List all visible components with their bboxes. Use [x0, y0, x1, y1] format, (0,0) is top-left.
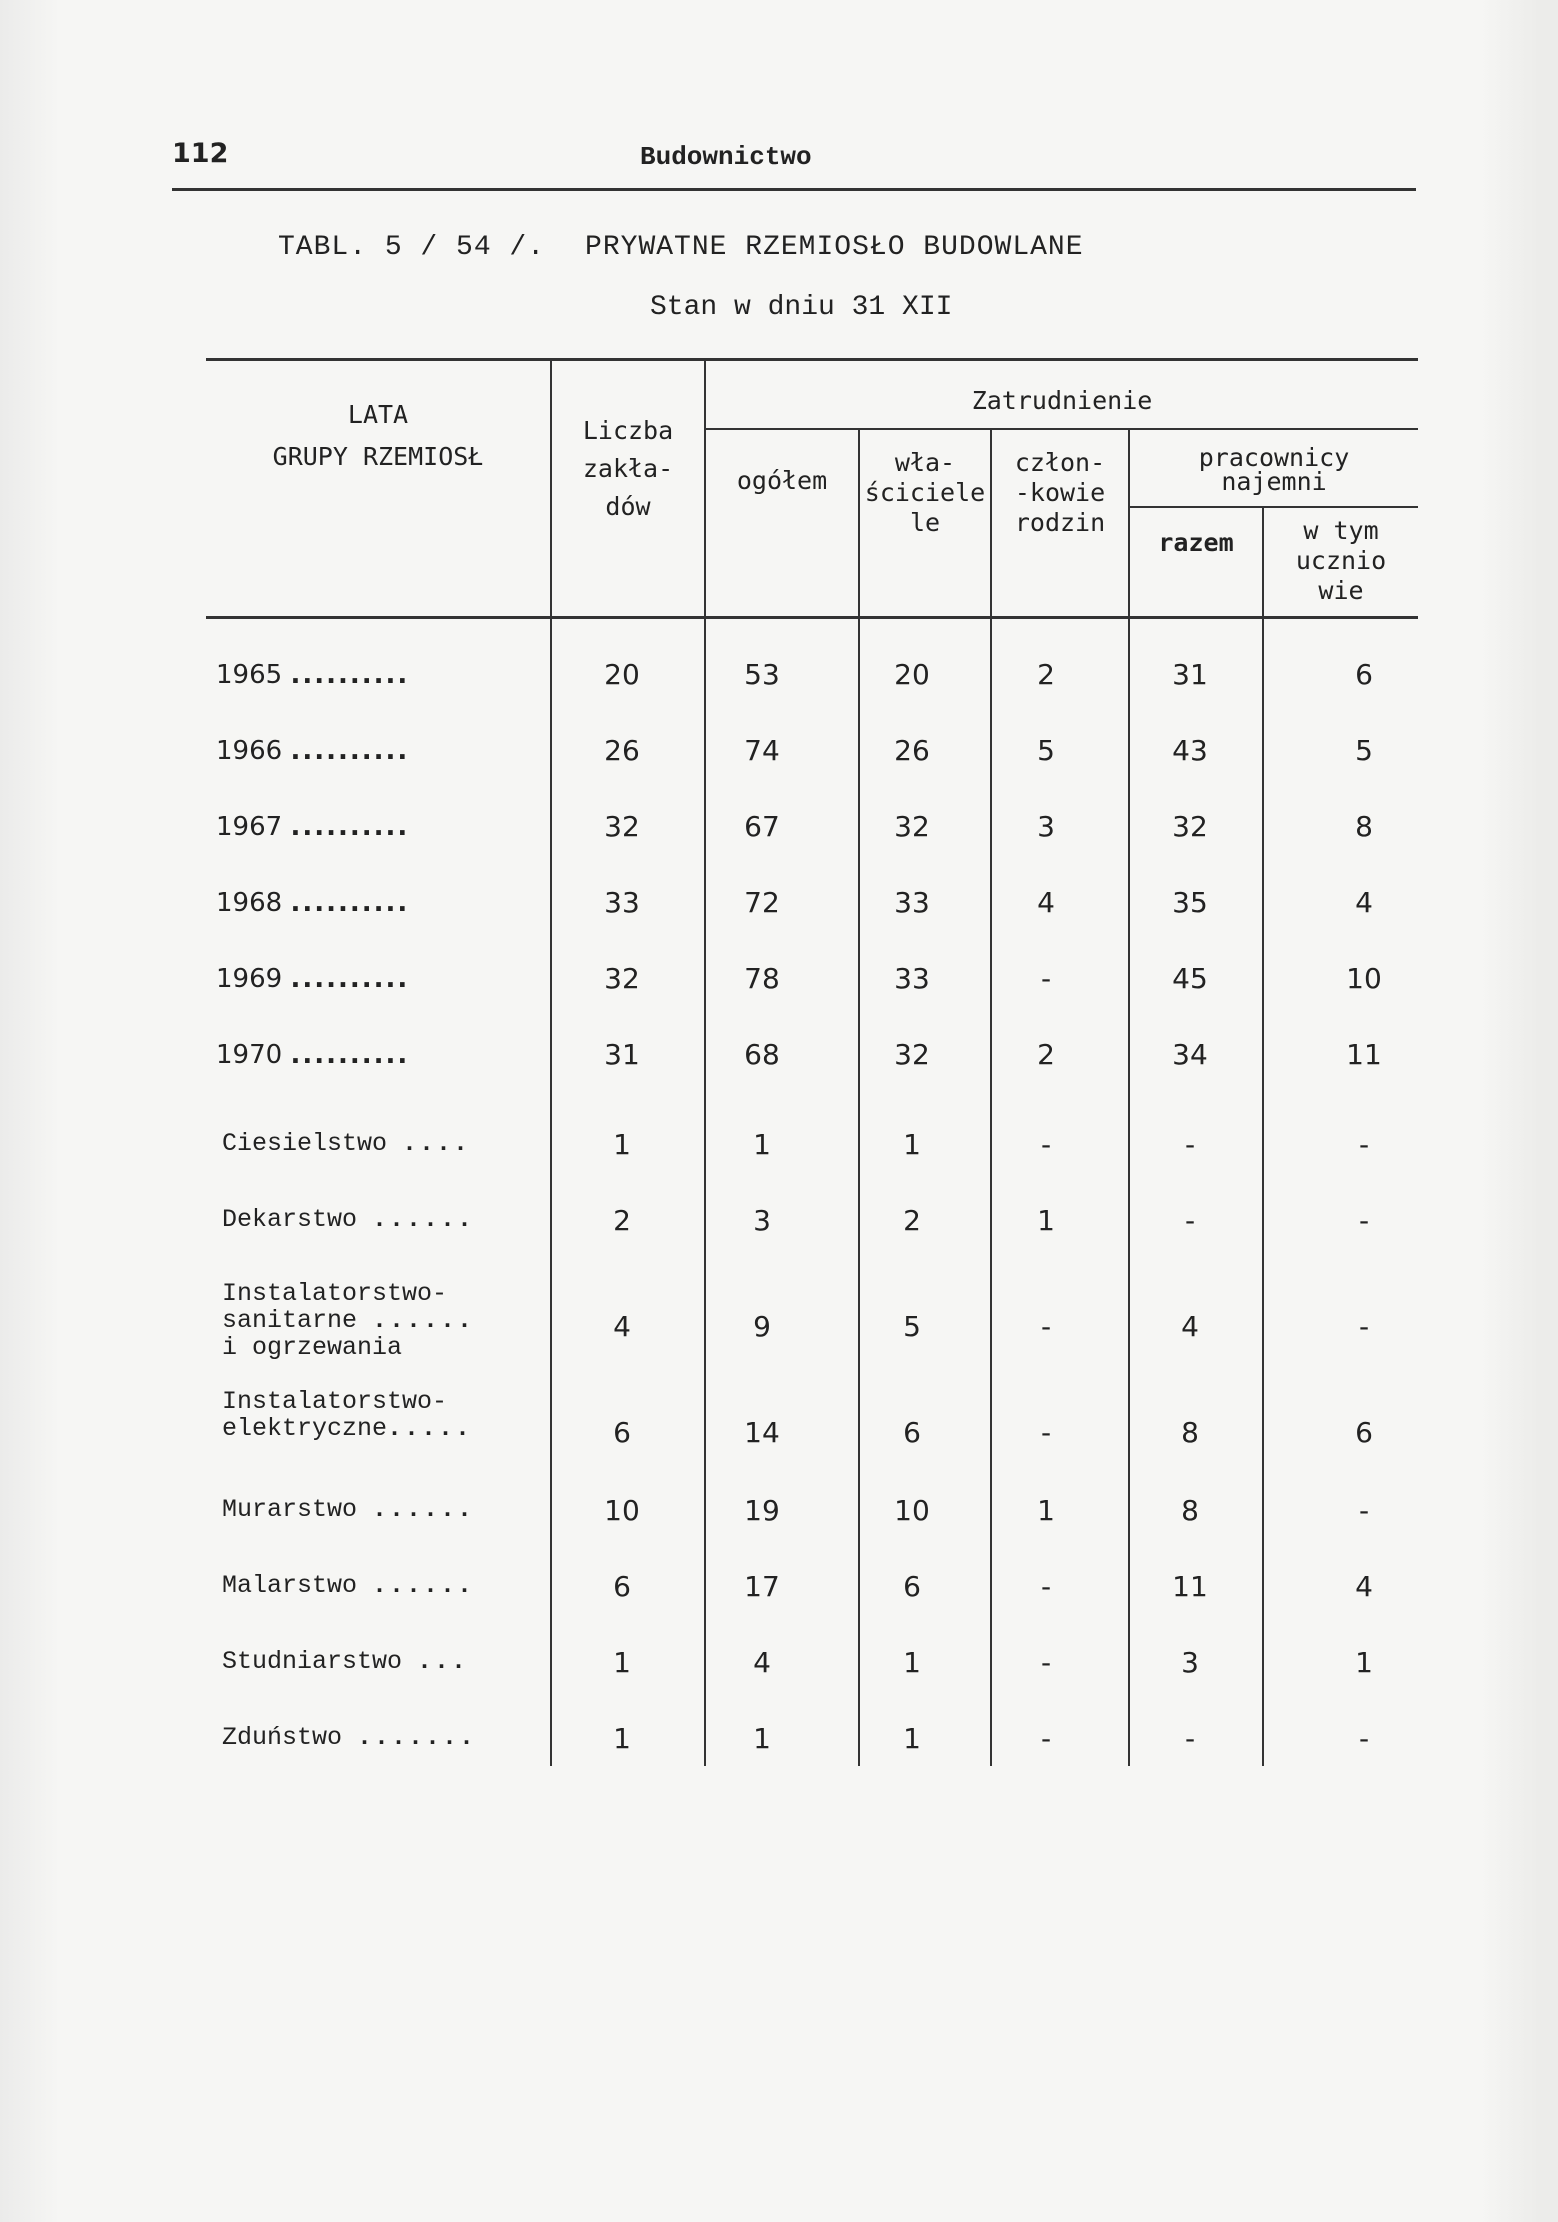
cell-wlasciciele: 32	[894, 1038, 930, 1071]
cell-ogolem: 4	[753, 1646, 771, 1679]
cell-razem: 11	[1172, 1570, 1208, 1603]
pracownicy-rule	[1130, 506, 1418, 508]
row-label-text: Instalatorstwo-	[222, 1387, 448, 1416]
cell-czlonkowie: -	[1040, 1310, 1052, 1343]
row-label-text: elektryczne	[222, 1414, 388, 1443]
cell-wlasciciele: 1	[903, 1646, 921, 1679]
cell-wlasciciele: 20	[894, 658, 930, 691]
leader-dots: ..........	[290, 660, 410, 690]
cell-wlasciciele: 2	[903, 1204, 921, 1237]
cell-ogolem: 1	[753, 1722, 771, 1755]
cell-wlasciciele: 1	[903, 1722, 921, 1755]
leader-dots: ..........	[290, 1040, 410, 1070]
liczba-zakladow-header	[552, 412, 704, 526]
w-tym-line3: wie	[1318, 576, 1364, 605]
cell-ogolem: 1	[753, 1128, 771, 1161]
column-divider	[1128, 428, 1130, 1766]
cell-ogolem: 67	[744, 810, 780, 843]
row-label	[222, 1572, 474, 1599]
czlonkowie-line1: człon-	[1014, 448, 1106, 477]
w-tym-line2: uczniо	[1295, 546, 1387, 575]
wlasciciele-line2: ściciele	[864, 478, 986, 507]
cell-czlonkowie: -	[1040, 962, 1052, 995]
cell-wlasciciele: 10	[894, 1494, 930, 1527]
liczba-line2: zakła-	[582, 454, 674, 483]
cell-razem: 45	[1172, 962, 1208, 995]
w-tym-uczniowie-header	[1264, 516, 1418, 606]
leader-dots: .....	[387, 1414, 473, 1443]
table-title	[278, 232, 1084, 263]
stub-header-line1: LATA	[347, 400, 409, 429]
row-label-text: Dekarstwo	[222, 1205, 358, 1234]
row-label-text: Studniarstwo	[222, 1647, 403, 1676]
cell-wlasciciele: 26	[894, 734, 930, 767]
wlasciciele-line1: wła-	[894, 448, 956, 477]
pracownicy-line1: pracownicy	[1198, 443, 1350, 472]
cell-uczniowie: -	[1358, 1310, 1370, 1343]
liczba-line3: dów	[605, 492, 651, 521]
wlasciciele-header	[860, 448, 990, 538]
cell-zaklady: 4	[613, 1310, 631, 1343]
wlasciciele-line3: le	[909, 508, 941, 537]
cell-czlonkowie: 2	[1037, 658, 1055, 691]
cell-razem: 8	[1181, 1494, 1199, 1527]
row-label-text: Ciesielstwo	[222, 1129, 388, 1158]
row-label	[222, 1130, 470, 1157]
cell-ogolem: 74	[744, 734, 780, 767]
cell-razem: 35	[1172, 886, 1208, 919]
column-divider	[550, 358, 552, 1766]
cell-wlasciciele: 5	[903, 1310, 921, 1343]
cell-wlasciciele: 6	[903, 1570, 921, 1603]
column-divider	[704, 358, 706, 1766]
leader-dots: ..........	[290, 812, 410, 842]
column-divider	[1262, 506, 1264, 1766]
row-label-text: 1969	[216, 964, 283, 994]
cell-razem: 43	[1172, 734, 1208, 767]
zatrudnienie-rule	[706, 428, 1418, 430]
table-subtitle: Stan w dniu 31 XII	[650, 292, 953, 323]
cell-czlonkowie: 2	[1037, 1038, 1055, 1071]
cell-wlasciciele: 6	[903, 1416, 921, 1449]
cell-uczniowie: 10	[1346, 962, 1382, 995]
cell-ogolem: 78	[744, 962, 780, 995]
cell-zaklady: 6	[613, 1570, 631, 1603]
leader-dots: ......	[372, 1205, 475, 1234]
leader-dots: ...	[417, 1647, 469, 1676]
cell-czlonkowie: -	[1040, 1128, 1052, 1161]
row-label-text: 1967	[216, 812, 283, 842]
pracownicy-najemni-header	[1130, 443, 1418, 496]
row-label-text: i ogrzewania	[222, 1333, 403, 1362]
stub-header	[206, 400, 550, 472]
row-label	[222, 1724, 476, 1751]
row-label	[216, 1040, 409, 1070]
cell-zaklady: 1	[613, 1646, 631, 1679]
cell-razem: 8	[1181, 1416, 1199, 1449]
czlonkowie-line2: -kowie	[1014, 478, 1106, 507]
row-label-text: Zduństwo	[222, 1723, 343, 1752]
cell-czlonkowie: -	[1040, 1416, 1052, 1449]
cell-czlonkowie: 1	[1037, 1494, 1055, 1527]
row-label	[216, 812, 409, 842]
cell-zaklady: 33	[604, 886, 640, 919]
cell-uczniowie: 4	[1355, 1570, 1373, 1603]
cell-zaklady: 26	[604, 734, 640, 767]
liczba-line1: Liczba	[582, 416, 674, 445]
pracownicy-line2: najemni	[1221, 467, 1327, 496]
cell-razem: -	[1184, 1128, 1196, 1161]
leader-dots: ..........	[290, 736, 410, 766]
header-rule	[172, 188, 1416, 191]
cell-uczniowie: 11	[1346, 1038, 1382, 1071]
leader-dots: ......	[372, 1495, 475, 1524]
leader-dots: .......	[357, 1723, 477, 1752]
cell-zaklady: 6	[613, 1416, 631, 1449]
cell-zaklady: 10	[604, 1494, 640, 1527]
cell-ogolem: 14	[744, 1416, 780, 1449]
cell-ogolem: 9	[753, 1310, 771, 1343]
stub-header-line2: GRUPY RZEMIOSŁ	[272, 442, 484, 471]
cell-zaklady: 20	[604, 658, 640, 691]
cell-uczniowie: 1	[1355, 1646, 1373, 1679]
row-label	[216, 736, 409, 766]
row-label	[216, 888, 409, 918]
cell-uczniowie: -	[1358, 1204, 1370, 1237]
cell-uczniowie: 5	[1355, 734, 1373, 767]
cell-zaklady: 31	[604, 1038, 640, 1071]
row-label-text: Instalatorstwo-	[222, 1279, 448, 1308]
cell-czlonkowie: 1	[1037, 1204, 1055, 1237]
cell-czlonkowie: -	[1040, 1570, 1052, 1603]
cell-uczniowie: -	[1358, 1722, 1370, 1755]
leader-dots: ....	[402, 1129, 471, 1158]
cell-ogolem: 19	[744, 1494, 780, 1527]
cell-zaklady: 1	[613, 1128, 631, 1161]
cell-wlasciciele: 33	[894, 886, 930, 919]
leader-dots: ..........	[290, 888, 410, 918]
row-label	[216, 964, 409, 994]
zatrudnienie-header: Zatrudnienie	[971, 386, 1153, 415]
row-label	[222, 1648, 468, 1675]
cell-czlonkowie: 4	[1037, 886, 1055, 919]
cell-ogolem: 17	[744, 1570, 780, 1603]
cell-uczniowie: -	[1358, 1494, 1370, 1527]
cell-wlasciciele: 33	[894, 962, 930, 995]
cell-razem: 34	[1172, 1038, 1208, 1071]
cell-uczniowie: -	[1358, 1128, 1370, 1161]
table-top-rule	[206, 358, 1418, 361]
cell-ogolem: 72	[744, 886, 780, 919]
row-label-text: 1966	[216, 736, 283, 766]
row-label-text: 1968	[216, 888, 283, 918]
cell-czlonkowie: 5	[1037, 734, 1055, 767]
cell-uczniowie: 6	[1355, 1416, 1373, 1449]
row-label-text: Murarstwo	[222, 1495, 358, 1524]
cell-wlasciciele: 1	[903, 1128, 921, 1161]
cell-razem: 31	[1172, 658, 1208, 691]
w-tym-line1: w tym	[1303, 516, 1379, 545]
cell-czlonkowie: -	[1040, 1722, 1052, 1755]
cell-razem: -	[1184, 1204, 1196, 1237]
row-label	[222, 1496, 474, 1523]
cell-czlonkowie: -	[1040, 1646, 1052, 1679]
cell-ogolem: 53	[744, 658, 780, 691]
page-number: 112	[172, 138, 229, 169]
cell-razem: 32	[1172, 810, 1208, 843]
row-label	[222, 1388, 472, 1442]
cell-uczniowie: 8	[1355, 810, 1373, 843]
razem-header: razem	[1158, 528, 1234, 557]
cell-razem: -	[1184, 1722, 1196, 1755]
running-head: Budownictwo	[640, 142, 812, 172]
column-divider	[990, 428, 992, 1766]
cell-wlasciciele: 32	[894, 810, 930, 843]
cell-razem: 3	[1181, 1646, 1199, 1679]
czlonkowie-line3: rodzin	[1014, 508, 1106, 537]
cell-uczniowie: 6	[1355, 658, 1373, 691]
row-label-text: sanitarne	[222, 1306, 358, 1335]
header-bottom-rule	[206, 616, 1418, 619]
row-label-text: 1965	[216, 660, 283, 690]
cell-ogolem: 68	[744, 1038, 780, 1071]
leader-dots: ......	[372, 1571, 475, 1600]
column-divider	[858, 428, 860, 1766]
table-title-text: PRYWATNE RZEMIOSŁO BUDOWLANE	[585, 232, 1084, 263]
cell-zaklady: 32	[604, 810, 640, 843]
row-label-text: 1970	[216, 1040, 283, 1070]
cell-zaklady: 32	[604, 962, 640, 995]
table-label: TABL. 5 / 54 /.	[278, 232, 546, 263]
cell-zaklady: 2	[613, 1204, 631, 1237]
cell-razem: 4	[1181, 1310, 1199, 1343]
cell-ogolem: 3	[753, 1204, 771, 1237]
row-label	[222, 1206, 474, 1233]
leader-dots: ......	[372, 1306, 475, 1335]
ogolem-header: ogółem	[736, 466, 828, 495]
cell-czlonkowie: 3	[1037, 810, 1055, 843]
czlonkowie-header	[992, 448, 1128, 538]
cell-zaklady: 1	[613, 1722, 631, 1755]
row-label-text: Malarstwo	[222, 1571, 358, 1600]
cell-uczniowie: 4	[1355, 886, 1373, 919]
row-label	[216, 660, 409, 690]
row-label	[222, 1280, 474, 1361]
leader-dots: ..........	[290, 964, 410, 994]
